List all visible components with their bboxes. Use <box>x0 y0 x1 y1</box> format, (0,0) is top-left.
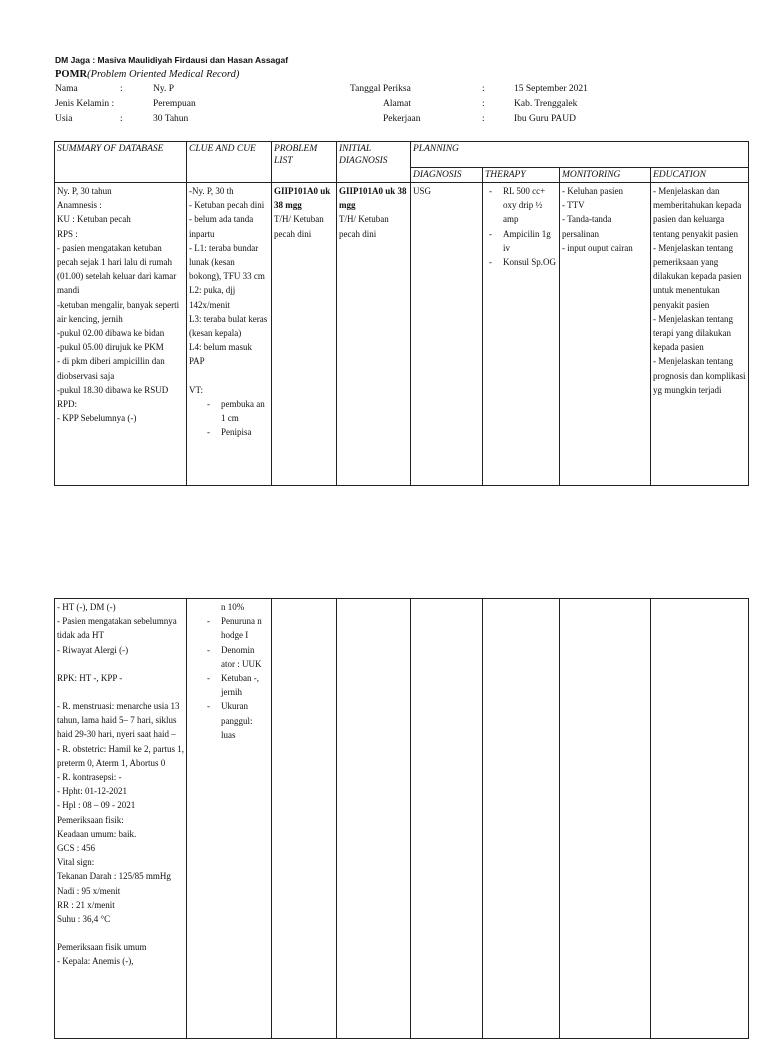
clue-line: L2: puka, djj 142x/menit <box>189 285 236 310</box>
summary-line: - R. obstetric: Hamil ke 2, partus 1, preterm 0, Aterm 1, Abortus 0 <box>57 743 184 768</box>
summary-line: Pemeriksaan fisik: <box>57 814 124 825</box>
dm-jaga-line: DM Jaga : Masiva Maulidiyah Firdausi dan Hasan Assagaf <box>55 55 289 65</box>
summary-line: Suhu : 36,4 °C <box>57 914 111 925</box>
summary-line: RPK: HT -, KPP - <box>57 672 123 683</box>
summary-line: RPD: <box>57 399 78 410</box>
clue-cell-cont <box>187 599 272 1039</box>
initial-cell <box>337 183 411 486</box>
problem-cell-cont <box>272 599 337 1039</box>
clue-line: - Ketuban pecah dini <box>189 200 265 211</box>
summary-line: - Pasien mengatakan sebelumnya tidak ada HT <box>57 616 177 641</box>
initial-rest: T/H/ Ketuban pecah dini <box>339 214 389 239</box>
therapy-item: - Konsul Sp.OG <box>485 255 557 269</box>
summary-line: Vital sign: <box>57 857 95 868</box>
summary-line: - Hpl : 08 – 09 - 2021 <box>57 800 136 811</box>
summary-line: - R. menstruasi: menarche usia 13 tahun, lama haid 5– 7 hari, siklus haid 29-30 hari, nyeri saat haid – <box>57 701 180 740</box>
vt-item: - Ketuban -, jernih <box>189 671 269 699</box>
header-summary: SUMMARY OF DATABASE <box>55 142 187 183</box>
info-date-value: 15 September 2021 <box>514 84 588 94</box>
summary-cell <box>55 183 187 486</box>
info-address-value: Kab. Trenggalek <box>514 99 578 109</box>
vt-item: - Denomin ator : UUK <box>189 643 269 671</box>
vt-item: - Ukuran panggul: luas <box>189 699 269 742</box>
header-initial: INITIAL DIAGNOSIS <box>337 142 411 183</box>
summary-line <box>57 657 184 671</box>
summary-line: RPS : <box>57 228 78 239</box>
summary-line: -pukul 05.00 dirujuk ke PKM <box>57 342 164 353</box>
info-age-sep: : <box>120 114 123 124</box>
monitoring-line: - TTV <box>562 200 585 211</box>
pomr-full: (Problem Oriented Medical Record) <box>87 69 240 80</box>
summary-line: Ny. P, 30 tahun <box>57 186 112 196</box>
monitoring-line: - Tanda-tanda persalinan <box>562 214 612 239</box>
pomr-table-page-1 <box>54 141 749 486</box>
clue-line: - L1: teraba bundar lunak (kesan bokong), TFU 33 cm <box>189 242 265 282</box>
summary-line <box>57 926 184 940</box>
initial-bold: GIIP101A0 uk 38 mgg <box>339 186 407 211</box>
info-job-value: Ibu Guru PAUD <box>514 114 576 124</box>
summary-line: - di pkm diberi ampicillin dan diobservasi saja <box>57 356 165 381</box>
summary-line: Keadaan umum: baik. <box>57 828 137 839</box>
diagnosis-cell-cont <box>411 599 483 1039</box>
summary-line: - Hpht: 01-12-2021 <box>57 786 127 797</box>
clue-cont-line: n 10% <box>221 602 245 612</box>
monitoring-line: - input ouput cairan <box>562 242 633 253</box>
clue-cell <box>187 183 272 486</box>
info-date-sep: : <box>482 84 485 94</box>
info-name-value: Ny. P <box>153 84 175 94</box>
vt-list-cont <box>189 614 269 742</box>
info-name-sep: : <box>120 84 123 94</box>
summary-line: -ketuban mengalir, banyak seperti air kencing, jernih <box>57 299 180 324</box>
header-diagnosis: DIAGNOSIS <box>411 168 483 183</box>
problem-rest: T/H/ Ketuban pecah dini <box>274 214 324 239</box>
summary-line <box>57 685 184 699</box>
clue-line: L4: belum masuk PAP <box>189 342 252 367</box>
clue-line: L3: teraba bulat keras (kesan kepala) <box>189 313 268 339</box>
summary-line: Nadi : 95 x/menit <box>57 885 121 896</box>
vt-item: - pembuka an 1 cm <box>189 397 269 425</box>
summary-line: KU : Ketuban pecah <box>57 214 131 225</box>
diagnosis-value: USG <box>413 186 432 196</box>
therapy-cell <box>483 183 560 486</box>
monitoring-cell-cont <box>560 599 651 1039</box>
pomr-table-page-2 <box>54 598 749 1039</box>
info-sex-value: Perempuan <box>153 99 196 109</box>
diagnosis-cell <box>411 183 483 486</box>
education-line: - Menjelaskan tentang terapi yang dilakukan kepada pasien <box>653 313 733 353</box>
clue-line: - belum ada tanda inpartu <box>189 214 254 239</box>
clue-line: VT: <box>189 384 204 395</box>
summary-line: - HT (-), DM (-) <box>57 602 116 612</box>
header-therapy: THERAPY <box>483 168 560 183</box>
info-job-sep: : <box>482 114 485 124</box>
info-sex-label: Jenis Kelamin : <box>55 99 115 109</box>
header-clue: CLUE AND CUE <box>187 142 272 183</box>
summary-line: Anamnesis : <box>57 200 102 211</box>
therapy-cell-cont <box>483 599 560 1039</box>
summary-line: -pukul 02.00 dibawa ke bidan <box>57 328 165 339</box>
summary-line: - KPP Sebelumnya (-) <box>57 413 137 424</box>
vt-item: - Penipisa <box>189 425 269 439</box>
therapy-item: - RL 500 cc+ oxy drip ½ amp <box>485 184 557 227</box>
clue-line: -Ny. P, 30 th <box>189 186 234 196</box>
info-job-label: Pekerjaan <box>383 114 421 124</box>
info-date-label: Tanggal Periksa <box>350 84 411 94</box>
summary-line: GCS : 456 <box>57 843 96 854</box>
summary-line: -pukul 18.30 dibawa ke RSUD <box>57 384 169 395</box>
pomr-title <box>55 69 239 80</box>
info-age-label: Usia <box>55 114 73 124</box>
education-line: - Menjelaskan tentang prognosis dan komplikasi yg mungkin terjadi <box>653 356 746 395</box>
info-address-label: Alamat <box>383 99 411 109</box>
vt-list <box>189 397 269 440</box>
info-age-value: 30 Tahun <box>153 114 189 124</box>
clue-line <box>189 369 269 383</box>
summary-line: Pemeriksaan fisik umum <box>57 942 147 953</box>
vt-item: - Penuruna n hodge I <box>189 614 269 642</box>
header-planning: PLANNING <box>411 142 749 168</box>
summary-cell-cont <box>55 599 187 1039</box>
info-address-sep: : <box>482 99 485 109</box>
education-line: - Menjelaskan dan memberitahukan kepada pasien dan keluarga tentang penyakit pasien <box>653 186 742 239</box>
problem-bold: GIIP101A0 uk 38 mgg <box>274 186 331 211</box>
info-name-label: Nama <box>55 84 78 94</box>
monitoring-line: - Keluhan pasien <box>562 186 623 196</box>
header-problem: PROBLEM LIST <box>272 142 337 183</box>
summary-line: RR : 21 x/menit <box>57 899 115 910</box>
summary-line: - R. kontrasepsi: - <box>57 772 122 783</box>
monitoring-cell <box>560 183 651 486</box>
problem-cell <box>272 183 337 486</box>
initial-cell-cont <box>337 599 411 1039</box>
summary-line: - Riwayat Alergi (-) <box>57 644 129 655</box>
summary-line: Tekanan Darah : 125/85 mmHg <box>57 871 171 882</box>
header-monitoring: MONITORING <box>560 168 651 183</box>
education-cell-cont <box>651 599 749 1039</box>
therapy-list <box>485 184 557 269</box>
education-cell <box>651 183 749 486</box>
pomr-abbr: POMR <box>55 69 88 80</box>
therapy-item: - Ampicilin 1g iv <box>485 227 557 255</box>
summary-line: - Kepala: Anemis (-), <box>57 956 134 967</box>
header-education: EDUCATION <box>651 168 749 183</box>
summary-line: - pasien mengatakan ketuban pecah sejak 1 hari lalu di rumah (01.00) setelah keluar dari kamar mandi <box>57 242 177 296</box>
education-line: - Menjelaskan tentang pemeriksaan yang dilakukan kepada pasien untuk menentukan penyakit pasien <box>653 242 742 310</box>
